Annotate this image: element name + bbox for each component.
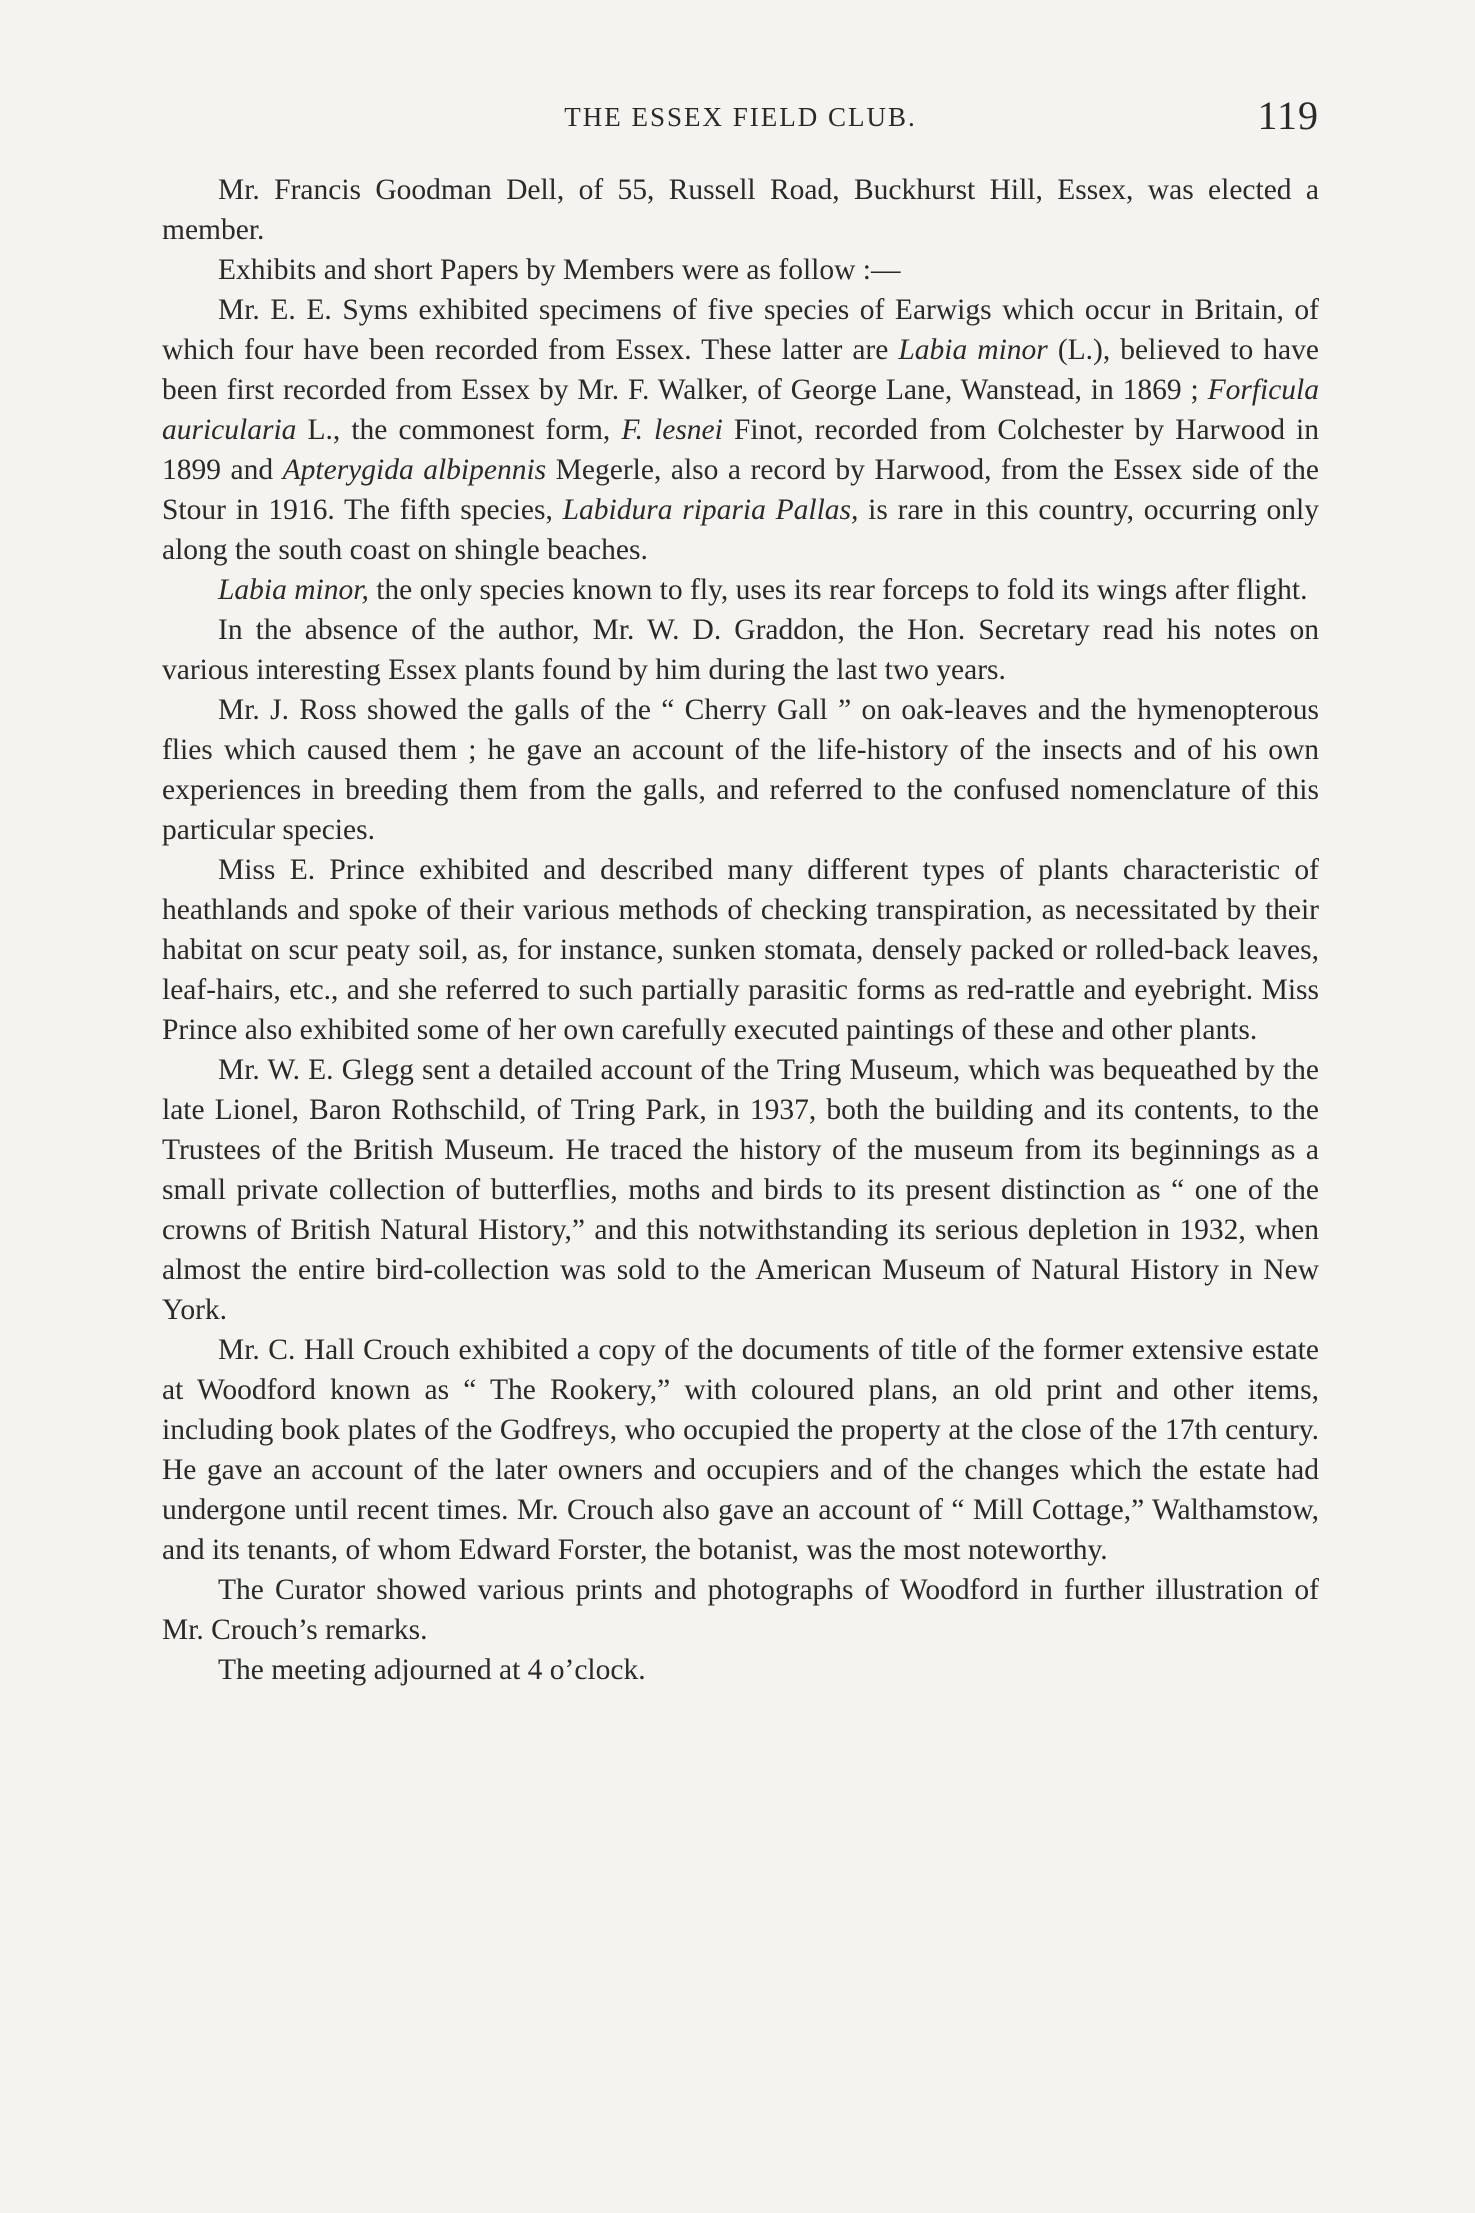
paragraph-new-member: Mr. Francis Goodman Dell, of 55, Russell Road, Buckhurst Hill, Essex, was elected a member. [162,174,1319,246]
paragraph-tring-museum: Mr. W. E. Glegg sent a detailed account of the Tring Museum, which was bequeathed by the late Lionel, Baron Rothschild, of Tring Park, in 1937, both the building and its contents, to the Trustees of the British Museum. He traced the history of the museum from its beginnings as a small private collection of butterflies, moths and birds to its present distinction as “ one of the crowns of British Natural History,” and this notwithstanding its serious depletion in 1932, when almost the entire bird-collection was sold to the American Museum of Natural History in New York. [162,1054,1319,1326]
page-header [162,92,1319,142]
paragraph-meeting-adjourned: The meeting adjourned at 4 o’clock. [218,1654,646,1686]
page-number: 119 [1257,93,1319,138]
paragraph-heathland-plants: Miss E. Prince exhibited and described many different types of plants characteristic of heathlands and spoke of their various methods of checking transpiration, as necessitated by their habitat on scur peaty soil, as, for instance, sunken stomata, densely packed or rolled-back leaves, leaf-hairs, etc., and she referred to such partially parasitic forms as red-rattle and eyebright. Miss Prince also exhibited some of her own carefully executed paintings of these and other plants. [162,854,1319,1046]
document-page [162,92,1319,1690]
body-text [162,170,1319,1690]
paragraph-earwigs: Mr. E. E. Syms exhibited specimens of five species of Earwigs which occur in Britain, of which four have been recorded from Essex. These latter are Labia minor (L.), believed to have been first recorded from Essex by Mr. F. Walker, of George Lane, Wanstead, in 1869 ; Forficula auricularia L., the commonest form, F. lesnei Finot, recorded from Colchester by Harwood in 1899 and Apterygida albipennis Megerle, also a record by Harwood, from the Essex side of the Stour in 1916. The fifth species, Labidura riparia Pallas, is rare in this country, occurring only along the south coast on shingle beaches. [162,294,1319,566]
paragraph-woodford-rookery: Mr. C. Hall Crouch exhibited a copy of the documents of title of the former extensive estate at Woodford known as “ The Rookery,” with coloured plans, an old print and other items, including book plates of the Godfreys, who occupied the property at the close of the 17th century. He gave an account of the later owners and occupiers and of the changes which the estate had undergone until recent times. Mr. Crouch also gave an account of “ Mill Cottage,” Walthamstow, and its tenants, of whom Edward Forster, the botanist, was the most noteworthy. [162,1334,1319,1566]
paragraph-cherry-gall: Mr. J. Ross showed the galls of the “ Cherry Gall ” on oak-leaves and the hymenopterous flies which caused them ; he gave an account of the life-history of the insects and of his own experiences in breeding them from the galls, and referred to the confused nomenclature of this particular species. [162,694,1319,846]
paragraph-graddon-notes: In the absence of the author, Mr. W. D. Graddon, the Hon. Secretary read his notes on various interesting Essex plants found by him during the last two years. [162,614,1319,686]
paragraph-exhibits-intro: Exhibits and short Papers by Members were as follow :— [218,254,901,286]
paragraph-curator-prints: The Curator showed various prints and photographs of Woodford in further illustration of Mr. Crouch’s remarks. [162,1574,1319,1646]
paragraph-labia-minor: Labia minor, the only species known to fly, uses its rear forceps to fold its wings after flight. [218,574,1308,606]
running-title: THE ESSEX FIELD CLUB. [564,102,917,132]
